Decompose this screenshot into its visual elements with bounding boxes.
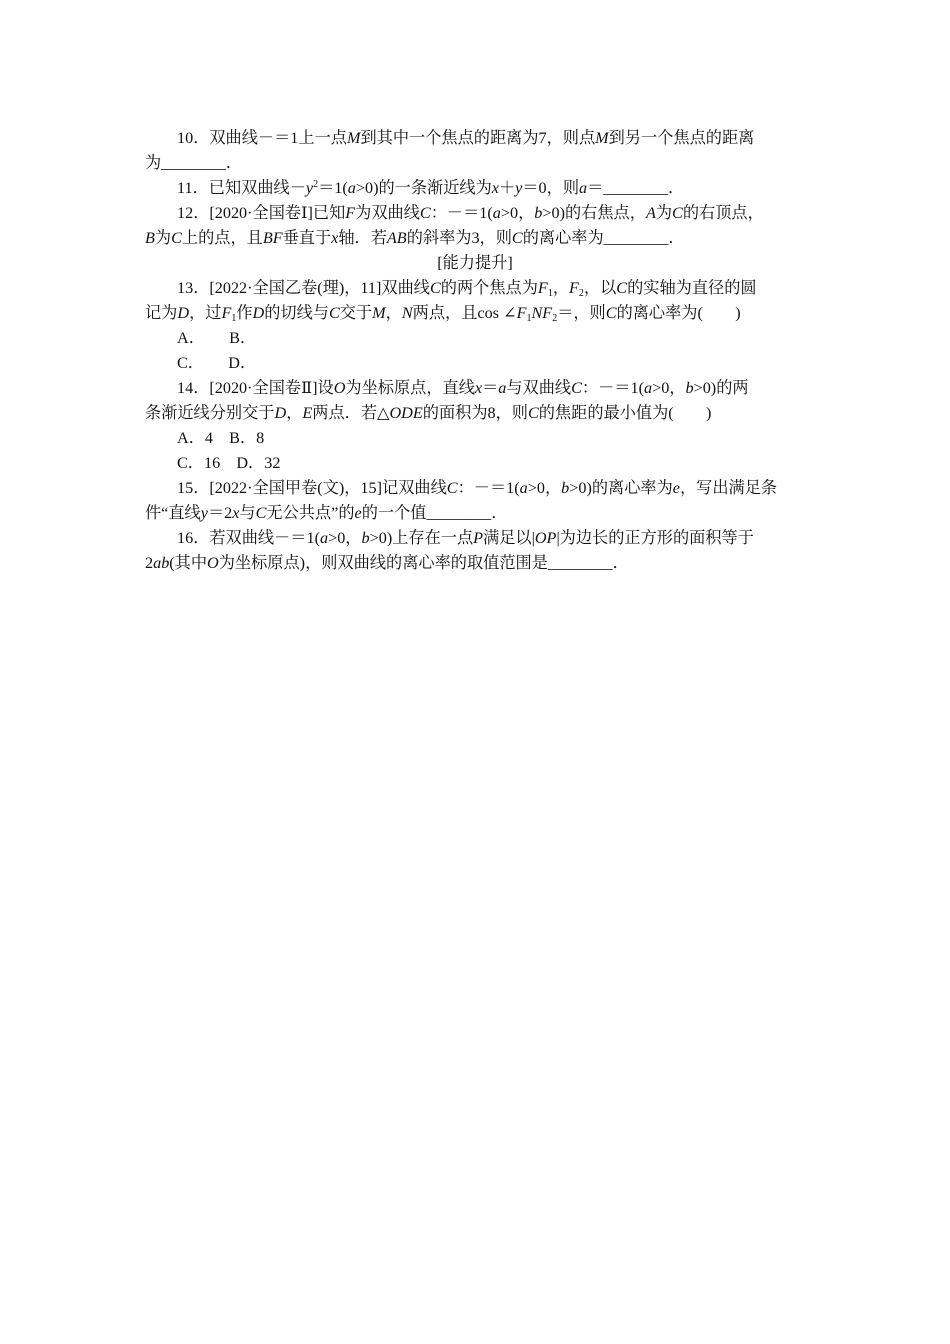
question-12-line-1: 12．[2020·全国卷Ⅰ]已知F为双曲线C：－＝1(a>0，b>0)的右焦点，A为C的右顶点，	[177, 204, 764, 222]
question-16-line-2: 2ab(其中O为坐标原点)，则双曲线的离心率的取值范围是________．	[145, 554, 629, 572]
question-13-options-cd: C． D．	[177, 354, 257, 372]
question-16-line-1: 16．若双曲线－＝1(a>0，b>0)上存在一点P满足以|OP|为边长的正方形的面积等于	[177, 529, 754, 547]
question-14-line-1: 14．[2020·全国卷Ⅱ]设O为坐标原点，直线x＝a与双曲线C：－＝1(a>0，b>0)的两	[177, 379, 749, 397]
question-12-line-2: B为C上的点，且BF垂直于x轴．若AB的斜率为3，则C的离心率为________．	[145, 229, 685, 247]
question-14-options-ab: A．4 B．8	[177, 429, 265, 447]
question-11: 11．已知双曲线$-y^2=1(a>0)$的一条渐近线为x＋y＝0，则a＝________．	[177, 179, 685, 197]
question-14-line-2: 条渐近线分别交于D，E两点．若△ODE的面积为8，则C的焦距的最小值为( )	[145, 404, 712, 422]
section-title: [能力提升]	[437, 254, 513, 272]
question-14-options-cd: C．16 D．32	[177, 454, 281, 472]
question-13-line-2: 记为D，过$F_1$作D的切线与C交于M，N两点，且$\cos \angle F_1NF_2=$，则C的离心率为( )	[145, 304, 741, 324]
question-15-line-2: 件“直线y＝2x与C无公共点”的e的一个值________．	[145, 504, 508, 522]
question-13-options-ab: A． B．	[177, 329, 257, 347]
question-10-line-1: 10．双曲线－＝1上一点M到其中一个焦点的距离为7，则点M到另一个焦点的距离	[177, 129, 755, 147]
question-10-line-2: 为________．	[145, 154, 243, 172]
question-13-line-1: 13．[2022·全国乙卷(理)，11]双曲线C的两个焦点为$F_1$，$F_2$，以C的实轴为直径的圆	[177, 279, 757, 299]
question-15-line-1: 15．[2022·全国甲卷(文)，15]记双曲线C：－＝1(a>0，b>0)的离心率为e，写出满足条	[177, 479, 778, 497]
